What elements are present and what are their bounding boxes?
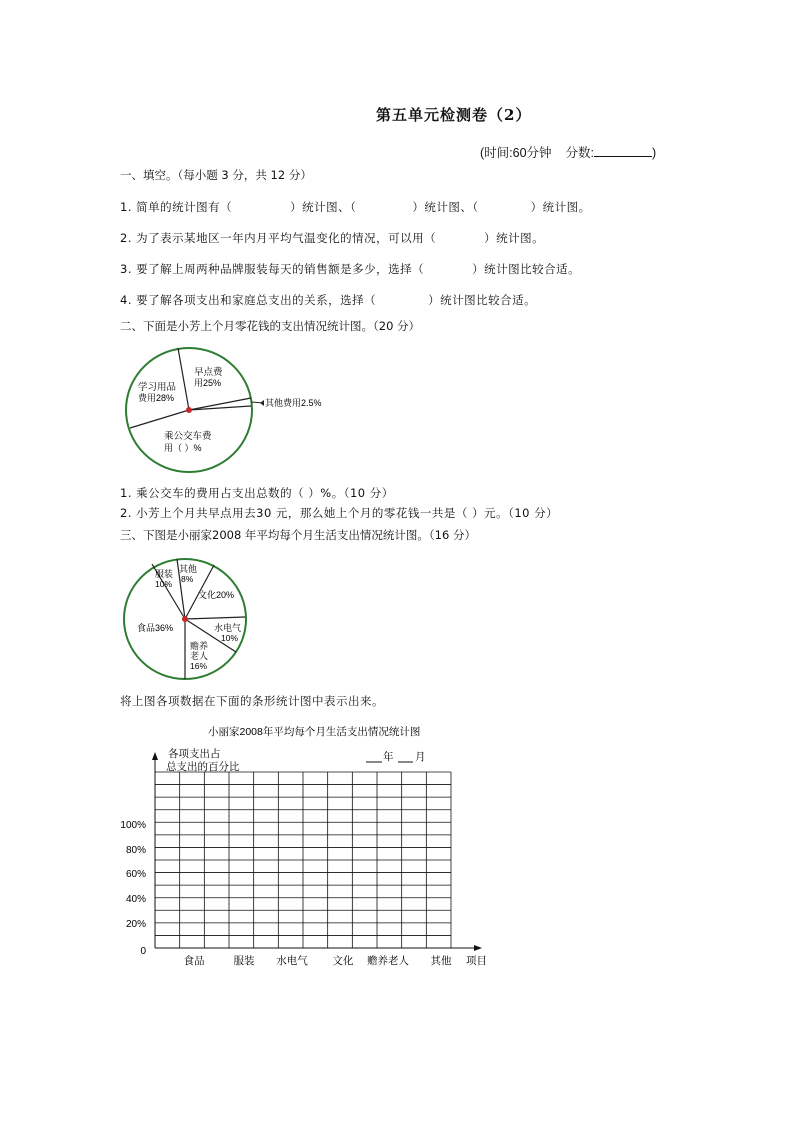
label-elder-1: 赡养: [190, 641, 209, 651]
section3-heading: 三、下图是小丽家2008 年平均每个月生活支出情况统计图。（16 分）: [120, 528, 476, 542]
y-axis-arrow: [152, 752, 158, 760]
pie-pointer-arrow: [260, 400, 264, 406]
label-utilities-pct: 10%: [221, 633, 239, 643]
chart-xlabel: 项目: [466, 955, 487, 967]
blank-bar-chart: [118, 720, 498, 972]
label-elder-2: 老人: [190, 651, 209, 661]
section2-heading: 二、下面是小芳上个月零花钱的支出情况统计图。（20 分）: [120, 319, 421, 333]
meta-close: ): [651, 146, 657, 160]
section1-q3: 3. 要了解上周两种品牌服装每天的销售额是多少，选择（ ）统计图比较合适。: [120, 262, 581, 276]
x-category-label: 文化: [332, 955, 354, 967]
x-axis-arrow: [474, 945, 482, 951]
label-bus: 乘公交车费: [164, 431, 212, 442]
pie-center-dot: [182, 616, 188, 622]
exam-meta: [480, 143, 656, 161]
label-clothing: 服装: [155, 569, 174, 579]
section1-q2: 2. 为了表示某地区一年内月平均气温变化的情况，可以用（ ）统计图。: [120, 231, 545, 245]
label-study: 学习用品: [138, 382, 177, 393]
section2-q1: 1. 乘公交车的费用占支出总数的（ ）%。（10 分）: [120, 486, 394, 500]
label-breakfast: 早点费: [194, 367, 223, 378]
chart-year-label: 年: [383, 751, 394, 763]
label-utilities: 水电气: [214, 623, 242, 633]
y-tick-label: 80%: [125, 845, 146, 856]
chart-title: 小丽家2008年平均每个月生活支出情况统计图: [208, 726, 421, 738]
label-other-pct: 8%: [181, 574, 194, 584]
x-category-label: 赡养老人: [367, 955, 409, 967]
x-category-labels: [184, 954, 452, 967]
label-bus-pct: 用（ ）%: [164, 443, 202, 453]
label-other-fee: 其他费用2.5%: [265, 398, 322, 408]
score-label: 分数:: [565, 146, 594, 160]
label-clothing-pct: 10%: [155, 579, 173, 589]
label-food: 食品36%: [137, 623, 174, 633]
section1-q4: 4. 要了解各项支出和家庭总支出的关系，选择（ ）统计图比较合适。: [120, 293, 537, 307]
score-blank[interactable]: [594, 144, 652, 157]
chart-month-label: 月: [415, 751, 426, 763]
time-label: (时间:60分钟: [480, 146, 552, 160]
x-category-label: 水电气: [276, 955, 308, 967]
label-study-pct: 费用28%: [138, 393, 175, 403]
pocket-money-pie-chart: [118, 340, 348, 480]
chart-ylabel-1: 各项支出占: [168, 748, 221, 760]
y-tick-label: 40%: [125, 894, 146, 905]
y-tick-label: 0: [140, 946, 146, 957]
x-category-label: 其他: [430, 955, 452, 967]
y-tick-labels: [120, 820, 146, 957]
x-category-label: 服装: [233, 955, 255, 967]
label-breakfast-pct: 用25%: [194, 378, 222, 388]
y-tick-label: 60%: [125, 869, 146, 880]
label-elder-pct: 16%: [190, 661, 208, 671]
section1-heading: 一、填空。（每小题 3 分，共 12 分）: [120, 168, 312, 182]
section3-instruction: 将上图各项数据在下面的条形统计图中表示出来。: [120, 694, 384, 708]
y-tick-label: 20%: [125, 919, 146, 930]
label-culture: 文化20%: [198, 590, 235, 600]
y-tick-label: 100%: [120, 820, 146, 831]
section2-q2: 2. 小芳上个月共早点用去30 元，那么她上个月的零花钱一共是（ ）元。（10 分）: [120, 506, 559, 520]
section1-q1: 1. 简单的统计图有（ ）统计图、（ ）统计图、（ ）统计图。: [120, 200, 591, 214]
family-expense-pie-chart: [118, 555, 258, 685]
chart-grid: [155, 772, 451, 948]
x-category-label: 食品: [183, 955, 205, 967]
page-title: 第五单元检测卷（2）: [376, 106, 532, 124]
pie-center-dot: [186, 407, 192, 413]
label-other: 其他: [179, 564, 198, 574]
chart-ylabel-2: 总支出的百分比: [166, 761, 240, 773]
